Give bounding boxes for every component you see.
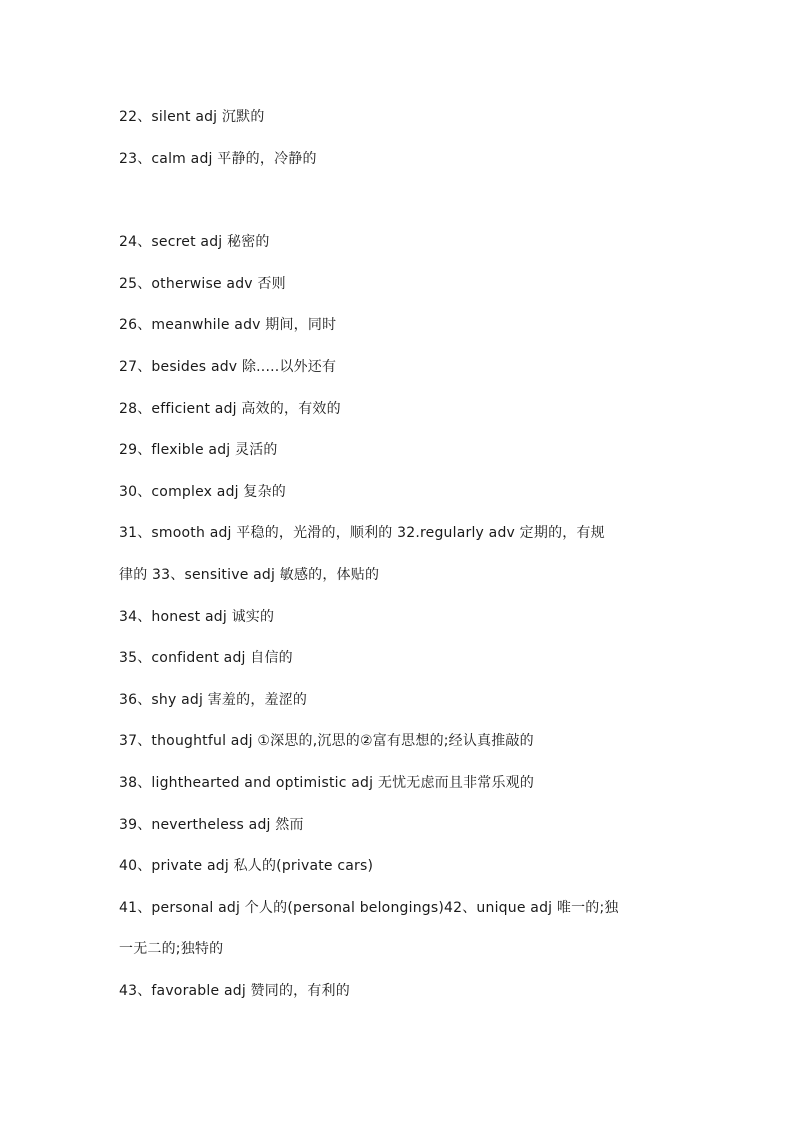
vocab-line-34: 34、honest adj 诚实的 <box>119 609 275 625</box>
vocab-line-31-32: 31、smooth adj 平稳的，光滑的，顺利的 32.regularly adv 定期的，有规 <box>119 525 605 541</box>
vocab-line-35: 35、confident adj 自信的 <box>119 650 293 666</box>
vocab-line-41-42: 41、personal adj 个人的(personal belongings)42、unique adj 唯一的;独 <box>119 900 619 916</box>
vocab-line-25: 25、otherwise adv 否则 <box>119 276 286 292</box>
vocab-line-30: 30、complex adj 复杂的 <box>119 484 286 500</box>
vocab-line-43: 43、favorable adj 赞同的，有利的 <box>119 983 350 999</box>
vocab-line-22: 22、silent adj 沉默的 <box>119 109 265 125</box>
vocab-line-23: 23、calm adj 平静的，冷静的 <box>119 151 317 167</box>
vocab-line-24: 24、secret adj 秘密的 <box>119 234 270 250</box>
vocab-line-37: 37、thoughtful adj ①深思的,沉思的②富有思想的;经认真推敲的 <box>119 733 534 749</box>
vocab-line-40: 40、private adj 私人的(private cars) <box>119 858 374 874</box>
vocab-line-42-cont: 一无二的;独特的 <box>119 941 224 957</box>
vocab-line-32-33-cont: 律的 33、sensitive adj 敏感的，体贴的 <box>119 567 380 583</box>
vocab-line-38: 38、lighthearted and optimistic adj 无忧无虑而且非常乐观的 <box>119 775 535 791</box>
vocab-line-29: 29、flexible adj 灵活的 <box>119 442 278 458</box>
vocab-line-36: 36、shy adj 害羞的，羞涩的 <box>119 692 308 708</box>
vocab-line-26: 26、meanwhile adv 期间，同时 <box>119 317 337 333</box>
vocab-line-28: 28、efficient adj 高效的，有效的 <box>119 401 341 417</box>
vocab-line-39: 39、nevertheless adj 然而 <box>119 817 304 833</box>
vocab-line-27: 27、besides adv 除.....以外还有 <box>119 359 337 375</box>
